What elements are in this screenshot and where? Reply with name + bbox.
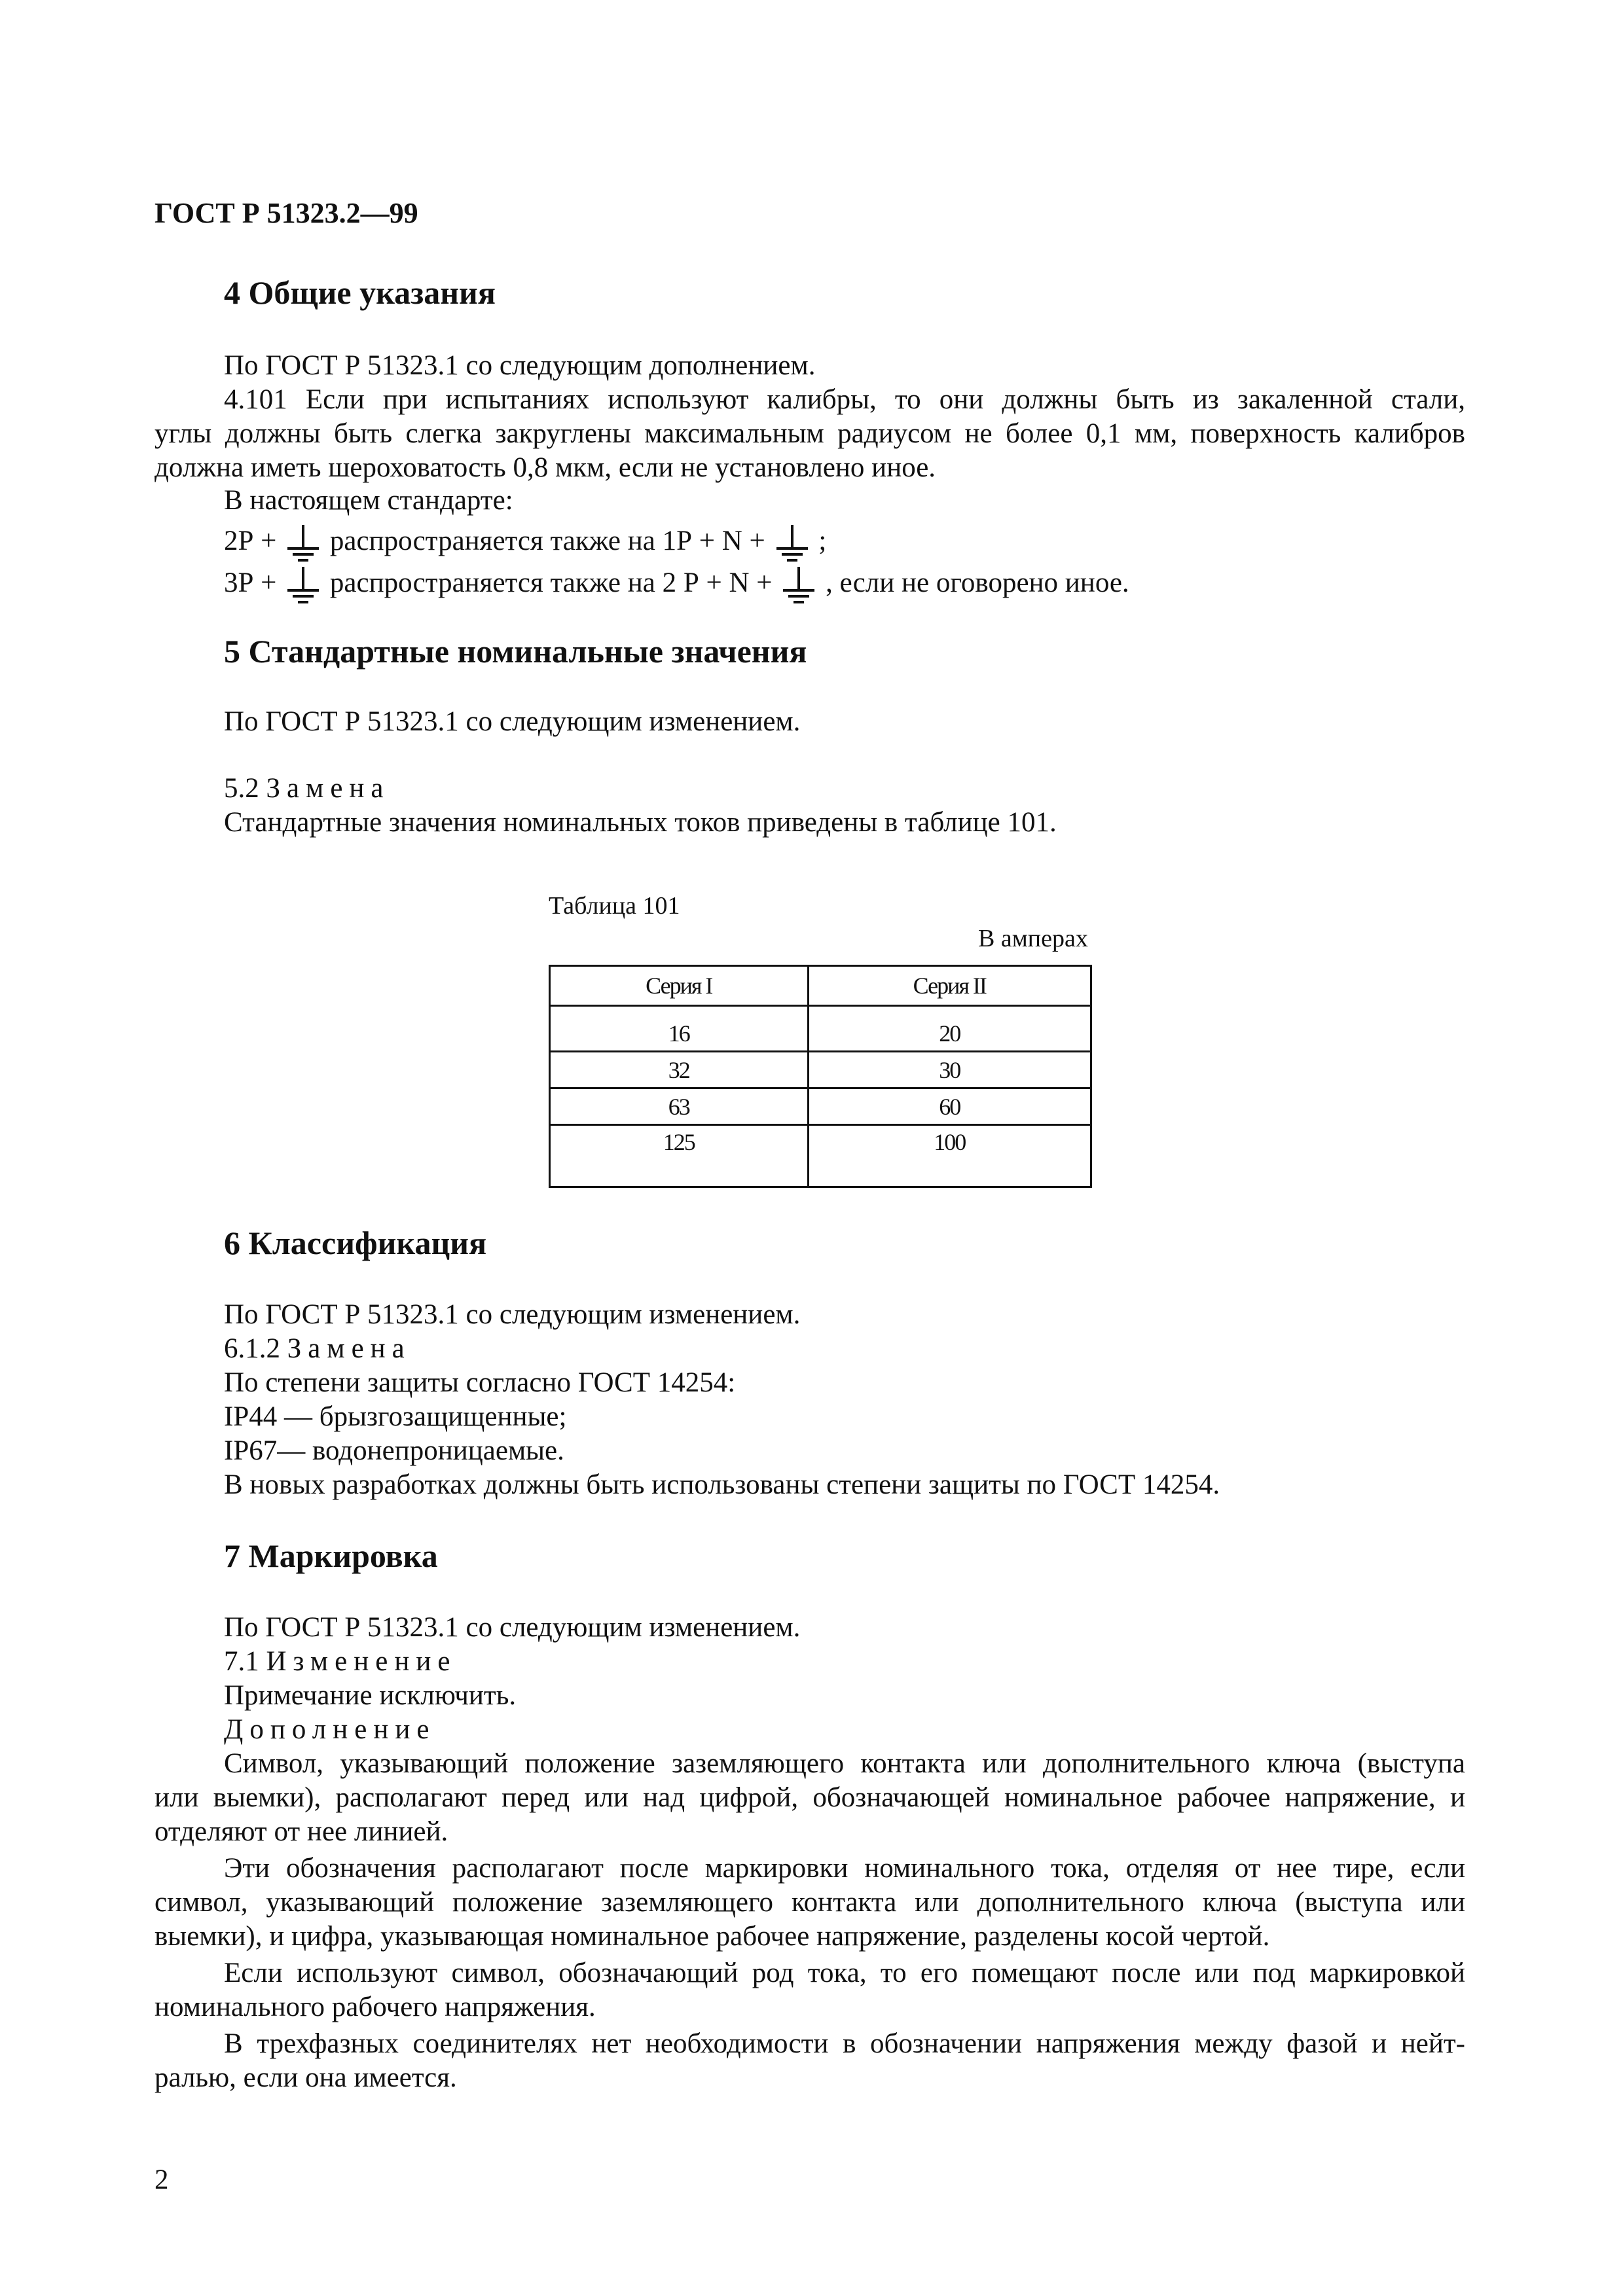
s7-para-a-line-3: отделяют от нее линией. (155, 1816, 448, 1847)
ground-icon (782, 565, 816, 605)
table-header-series-2: Серия II (808, 966, 1091, 1006)
s5-subclause-word: Замена (266, 773, 390, 804)
table-row (550, 1052, 1091, 1088)
s7-subclause-word: Изменение (266, 1646, 457, 1677)
s6-paragraph-5: В новых разработках должны быть использованы степени защиты по ГОСТ 14254. (224, 1469, 1220, 1500)
s5-subclause-number: 5.2 (224, 773, 259, 804)
s7-para-d-line-1: В трехфазных соединителях нет необходимости в обозначении напряжения между фазой и нейт- (224, 2028, 1465, 2059)
s6-subclause-word: Замена (287, 1333, 411, 1364)
table-cell: 60 (808, 1088, 1091, 1125)
s4-paragraph-2-line-2: углы должны быть слегка закруглены максимальным радиусом не более 0,1 мм, поверхность калибров (155, 418, 1465, 449)
ground-icon (775, 524, 809, 563)
ground-icon (286, 524, 320, 563)
s5-subclause (224, 772, 390, 805)
s5-paragraph-2: Стандартные значения номинальных токов приведены в таблице 101. (224, 807, 1057, 838)
table-row (550, 1088, 1091, 1125)
section-4-title: 4 Общие указания (224, 274, 496, 311)
table-cell: 32 (550, 1052, 809, 1088)
s6-paragraph-4: IP67— водонепроницаемые. (224, 1435, 564, 1466)
s6-paragraph-2: По степени защиты согласно ГОСТ 14254: (224, 1367, 736, 1398)
s6-paragraph-3: IP44 — брызгозащищенные; (224, 1401, 567, 1432)
table-cell: 63 (550, 1088, 809, 1125)
formula-2-prefix: 3Р + (224, 567, 277, 598)
formula-2-suffix: , если не оговорено иное. (826, 567, 1129, 598)
formula-1-suffix: ; (818, 526, 827, 556)
table-caption: Таблица 101 (549, 892, 680, 920)
table-units: В амперах (978, 925, 1088, 952)
s7-para-c-line-2: номинального рабочего напряжения. (155, 1992, 596, 2022)
s7-paragraph-1: По ГОСТ Р 51323.1 со следующим изменением. (224, 1612, 801, 1643)
formula-1-text: распространяется также на 1Р + N + (329, 526, 765, 556)
table-header-series-1: Серия I (550, 966, 809, 1006)
s6-subclause (224, 1333, 411, 1365)
s7-para-b-line-1: Эти обозначения располагают после маркировки номинального тока, отделяя от нее тире, если (224, 1853, 1465, 1884)
s6-subclause-number: 6.1.2 (224, 1333, 280, 1364)
s7-subclause-number: 7.1 (224, 1646, 259, 1677)
table-spacer-cell (550, 1006, 809, 1016)
s6-paragraph-1: По ГОСТ Р 51323.1 со следующим изменением. (224, 1299, 801, 1330)
table-spacer-cell (808, 1006, 1091, 1016)
table-row (550, 1016, 1091, 1052)
section-7-title: 7 Маркировка (224, 1537, 438, 1574)
table-cell: 30 (808, 1052, 1091, 1088)
s7-para-a-line-1: Символ, указывающий положение заземляющего контакта или дополнительного ключа (выступа (224, 1748, 1465, 1779)
table-row (550, 1125, 1091, 1187)
s7-para-c-line-1: Если используют символ, обозначающий род тока, то его помещают после или под маркировкой (224, 1958, 1465, 1988)
s4-paragraph-2-line-1: 4.101 Если при испытаниях используют калибры, то они должны быть из закаленной стали, (224, 384, 1465, 415)
ground-icon (286, 565, 320, 605)
formula-line-2 (224, 565, 1129, 605)
s7-para-b-line-3: выемки), и цифра, указывающая номинальное рабочее напряжение, разделены косой чертой. (155, 1921, 1270, 1952)
formula-1-prefix: 2Р + (224, 526, 277, 556)
table-cell: 125 (550, 1125, 809, 1187)
section-6-title: 6 Классификация (224, 1225, 487, 1261)
s7-para-b-line-2: символ, указывающий положение заземляющего контакта или дополнительного ключа (выступа или (155, 1887, 1465, 1918)
document-id: ГОСТ Р 51323.2—99 (155, 197, 418, 229)
s7-addition-heading: Дополнение (224, 1714, 436, 1745)
s4-paragraph-2-line-3: должна иметь шероховатость 0,8 мкм, если не установлено иное. (155, 452, 936, 483)
s5-paragraph-1: По ГОСТ Р 51323.1 со следующим изменением. (224, 706, 801, 737)
section-5-title: 5 Стандартные номинальные значения (224, 633, 807, 670)
s4-paragraph-3: В настоящем стандарте: (224, 485, 513, 516)
table-cell: 16 (550, 1016, 809, 1052)
s4-paragraph-1: По ГОСТ Р 51323.1 со следующим дополнением. (224, 350, 816, 381)
table-cell: 100 (808, 1125, 1091, 1187)
s7-paragraph-2: Примечание исключить. (224, 1680, 517, 1711)
table-cell: 20 (808, 1016, 1091, 1052)
table-101 (549, 965, 1092, 1188)
formula-line-1 (224, 524, 826, 563)
s7-subclause (224, 1645, 456, 1678)
s7-para-d-line-2: ралью, если она имеется. (155, 2062, 457, 2093)
s7-para-a-line-2: или выемки), располагают перед или над цифрой, обозначающей номинальное рабочее напряжение, и (155, 1782, 1465, 1813)
formula-2-text: распространяется также на 2 Р + N + (329, 567, 773, 598)
page-number: 2 (155, 2164, 169, 2195)
